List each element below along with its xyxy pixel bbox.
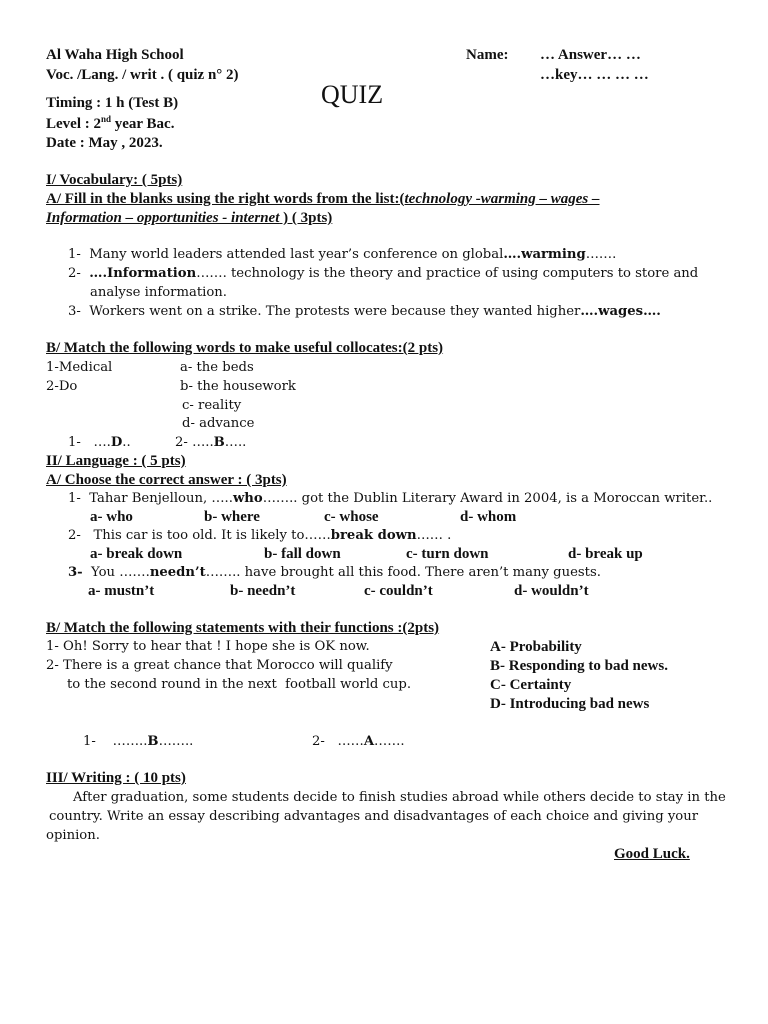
name-value-line2: …key… … … … — [540, 67, 649, 83]
mcq-3-question: 3- You …….needn’t…….. have brought all this food. There aren’t many guests. — [68, 565, 601, 580]
mcq-3-option-b: b- needn’t — [230, 583, 296, 599]
date: Date : May , 2023. — [46, 135, 163, 151]
vocab-item-2: 2- ….Information……. technology is the theory and practice of using computers to store and — [68, 266, 699, 281]
mcq-2-option-a: a- break down — [90, 546, 183, 562]
school-name: Al Waha High School — [46, 47, 184, 63]
mcq-3-option-d: d- wouldn’t — [514, 583, 589, 599]
course-info: Voc. /Lang. / writ . ( quiz n° 2) — [46, 67, 239, 83]
section-language-heading: II/ Language : ( 5 pts) — [46, 453, 186, 469]
name-value: … Answer… … — [540, 47, 641, 63]
writing-prompt-line1: After graduation, some students decide to finish studies abroad while others decide to stay in the — [73, 790, 726, 805]
statement-2-line2: to the second round in the next football world cup. — [46, 677, 412, 692]
mcq-2-option-b: b- fall down — [264, 546, 341, 562]
mcq-3-option-c: c- couldn’t — [364, 583, 433, 599]
collocate-right-a: a- the beds — [180, 360, 254, 375]
function-d: D- Introducing bad news — [490, 696, 650, 712]
part-b-functions-heading: B/ Match the following statements with their functions :(2pts) — [46, 620, 440, 636]
section-writing-heading: III/ Writing : ( 10 pts) — [46, 770, 186, 786]
mcq-1-option-a: a- who — [90, 509, 133, 525]
collocate-left-1: 1-Medical — [46, 360, 113, 375]
mcq-3-option-a: a- mustn’t — [88, 583, 155, 599]
collocate-right-d: d- advance — [182, 416, 255, 431]
vocab-item-2-line2: analyse information. — [90, 285, 227, 300]
function-c: C- Certainty — [490, 677, 572, 693]
closing-good-luck: Good Luck. — [614, 846, 690, 862]
section-vocabulary-heading: I/ Vocabulary: ( 5pts) — [46, 172, 183, 188]
writing-prompt-line2: country. Write an essay describing advantages and disadvantages of each choice and giving your — [49, 809, 699, 824]
collocate-answer-1: 1- ….D.. — [68, 435, 131, 450]
statement-1: 1- Oh! Sorry to hear that ! I hope she is OK now. — [46, 639, 370, 654]
part-a-heading-line2: Information – opportunities - internet ) ( 3pts) — [46, 210, 333, 226]
part-a-heading: A/ Fill in the blanks using the right words from the list:(technology -warming – wages – — [46, 191, 600, 207]
level: Level : 2nd year Bac. — [46, 114, 175, 132]
collocate-left-2: 2-Do — [46, 379, 78, 394]
collocate-right-b: b- the housework — [180, 379, 296, 394]
mcq-1-option-d: d- whom — [460, 509, 517, 525]
writing-prompt-line3: opinion. — [46, 828, 100, 843]
page-title: QUIZ — [321, 80, 384, 109]
function-answer-2: 2- ……A……. — [312, 734, 405, 749]
collocate-answer-2: 2- …..B….. — [175, 435, 247, 450]
collocate-right-c: c- reality — [182, 398, 242, 413]
vocab-item-1: 1- Many world leaders attended last year’s conference on global….warming……. — [68, 247, 617, 262]
mcq-1-question: 1- Tahar Benjelloun, …..who…….. got the Dublin Literary Award in 2004, is a Moroccan writer.. — [68, 491, 713, 506]
function-b: B- Responding to bad news. — [490, 658, 668, 674]
function-a: A- Probability — [490, 639, 582, 655]
statement-2: 2- There is a great chance that Morocco will qualify — [46, 658, 393, 673]
mcq-2-option-c: c- turn down — [406, 546, 489, 562]
mcq-1-option-b: b- where — [204, 509, 260, 525]
mcq-2-question: 2- This car is too old. It is likely to……break down…… . — [68, 528, 452, 543]
timing: Timing : 1 h (Test B) — [46, 95, 179, 111]
mcq-2-option-d: d- break up — [568, 546, 643, 562]
part-b-heading: B/ Match the following words to make useful collocates:(2 pts) — [46, 340, 444, 356]
vocab-item-3: 3- Workers went on a strike. The protests were because they wanted higher….wages…. — [68, 304, 661, 319]
name-label: Name: — [466, 47, 509, 63]
function-answer-1: 1- ……..B…….. — [83, 734, 194, 749]
mcq-1-option-c: c- whose — [324, 509, 379, 525]
part-a-choose-heading: A/ Choose the correct answer : ( 3pts) — [46, 472, 287, 488]
